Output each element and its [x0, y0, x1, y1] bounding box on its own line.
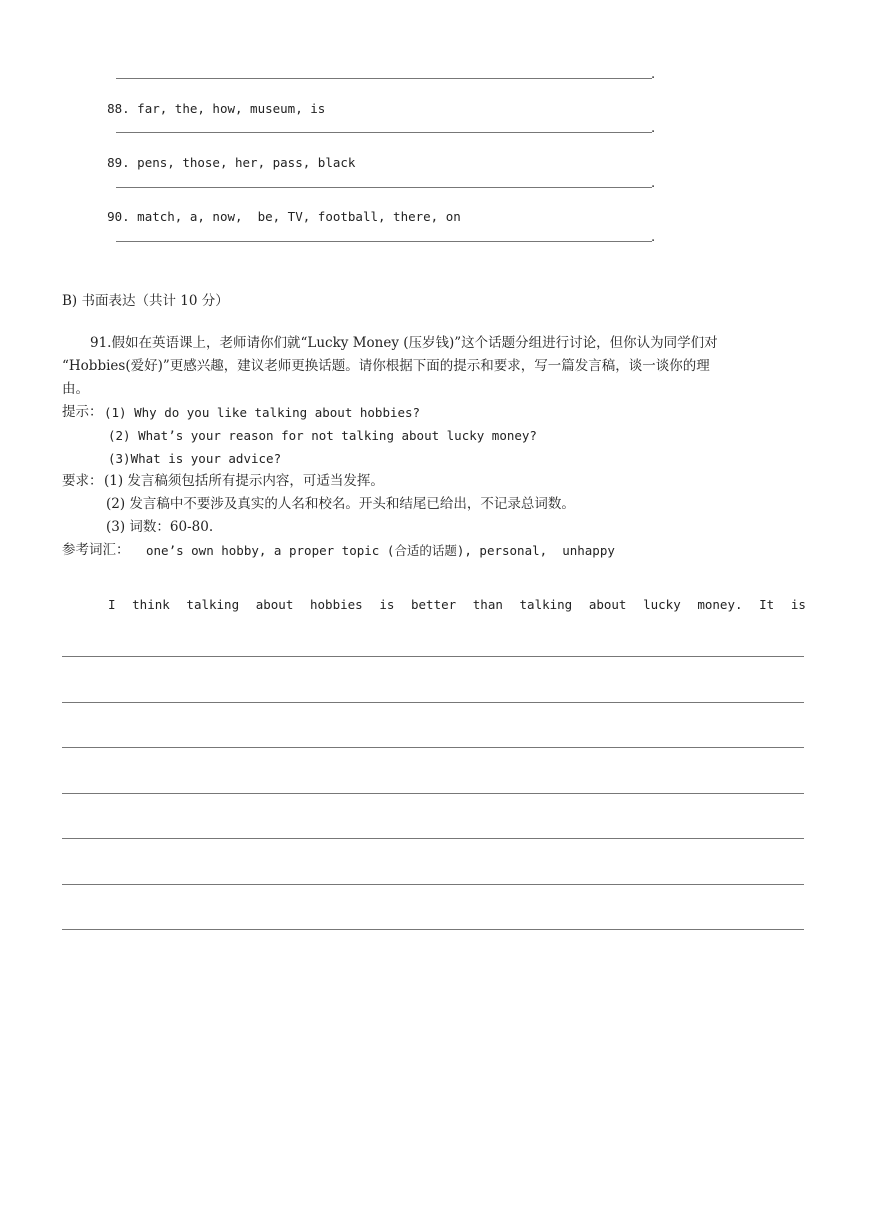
hints-label: 提示： [62, 404, 103, 420]
answer-line-88[interactable] [116, 132, 652, 133]
writing-line[interactable] [62, 884, 804, 885]
essay-word: is [379, 597, 395, 612]
writing-line[interactable] [62, 747, 804, 748]
essay-word: I [108, 597, 116, 612]
hint-2: (2) What’s your reason for not talking about lucky money? [108, 428, 537, 443]
essay-opening [108, 596, 806, 614]
vocab-words: one’s own hobby, a proper topic (合适的话题), personal, unhappy [146, 543, 615, 558]
essay-word: is [790, 597, 806, 612]
answer-line-90-period: . [651, 230, 656, 245]
answer-line-89-period: . [651, 176, 656, 191]
question-number: 89. [107, 155, 130, 170]
question-91-line-1: 91.假如在英语课上，老师请你们就“Lucky Money (压岁钱)”这个话题分组进行讨论，但你认为同学们对 [90, 335, 718, 351]
essay-word: about [588, 597, 627, 612]
essay-word: better [411, 597, 457, 612]
question-91-line-2: “Hobbies(爱好)”更感兴趣，建议老师更换话题。请你根据下面的提示和要求，写一篇发言稿，谈一谈你的理 [62, 358, 710, 374]
essay-word: It [759, 597, 775, 612]
writing-line[interactable] [62, 838, 804, 839]
word-prompt: far, the, how, museum, is [137, 101, 326, 116]
requirements-label: 要求： [62, 473, 103, 489]
question-91-line-3: 由。 [62, 381, 89, 397]
essay-word: lucky [643, 597, 681, 612]
essay-word: hobbies [310, 597, 363, 612]
question-number: 88. [107, 101, 130, 116]
vocab-label: 参考词汇： [62, 542, 130, 558]
question-89 [92, 140, 355, 170]
hint-3: (3)What is your advice? [108, 451, 282, 466]
writing-line[interactable] [62, 702, 804, 703]
essay-word: talking [186, 597, 240, 612]
question-88 [92, 86, 325, 116]
answer-line-87-period: . [651, 67, 656, 82]
question-number: 90. [107, 209, 130, 224]
word-prompt: pens, those, her, pass, black [137, 155, 356, 170]
word-prompt: match, a, now, be, TV, football, there, on [137, 209, 461, 224]
writing-line[interactable] [62, 929, 804, 930]
requirement-3: (3) 词数：60-80. [106, 519, 214, 535]
answer-line-89[interactable] [116, 187, 652, 188]
essay-word: think [132, 597, 170, 612]
question-90 [92, 194, 461, 224]
writing-line[interactable] [62, 793, 804, 794]
writing-line[interactable] [62, 656, 804, 657]
essay-word: about [255, 597, 294, 612]
answer-line-87[interactable] [116, 78, 652, 79]
answer-line-88-period: . [651, 121, 656, 136]
essay-word: than [472, 597, 503, 612]
essay-word: money. [697, 597, 743, 612]
requirement-2: (2) 发言稿中不要涉及真实的人名和校名。开头和结尾已给出，不记录总词数。 [106, 496, 575, 512]
answer-line-90[interactable] [116, 241, 652, 242]
hint-1: (1) Why do you like talking about hobbies? [104, 405, 421, 420]
section-b-heading: B) 书面表达（共计 10 分） [62, 293, 229, 309]
essay-word: talking [519, 597, 573, 612]
requirement-1: (1) 发言稿须包括所有提示内容，可适当发挥。 [104, 473, 384, 489]
